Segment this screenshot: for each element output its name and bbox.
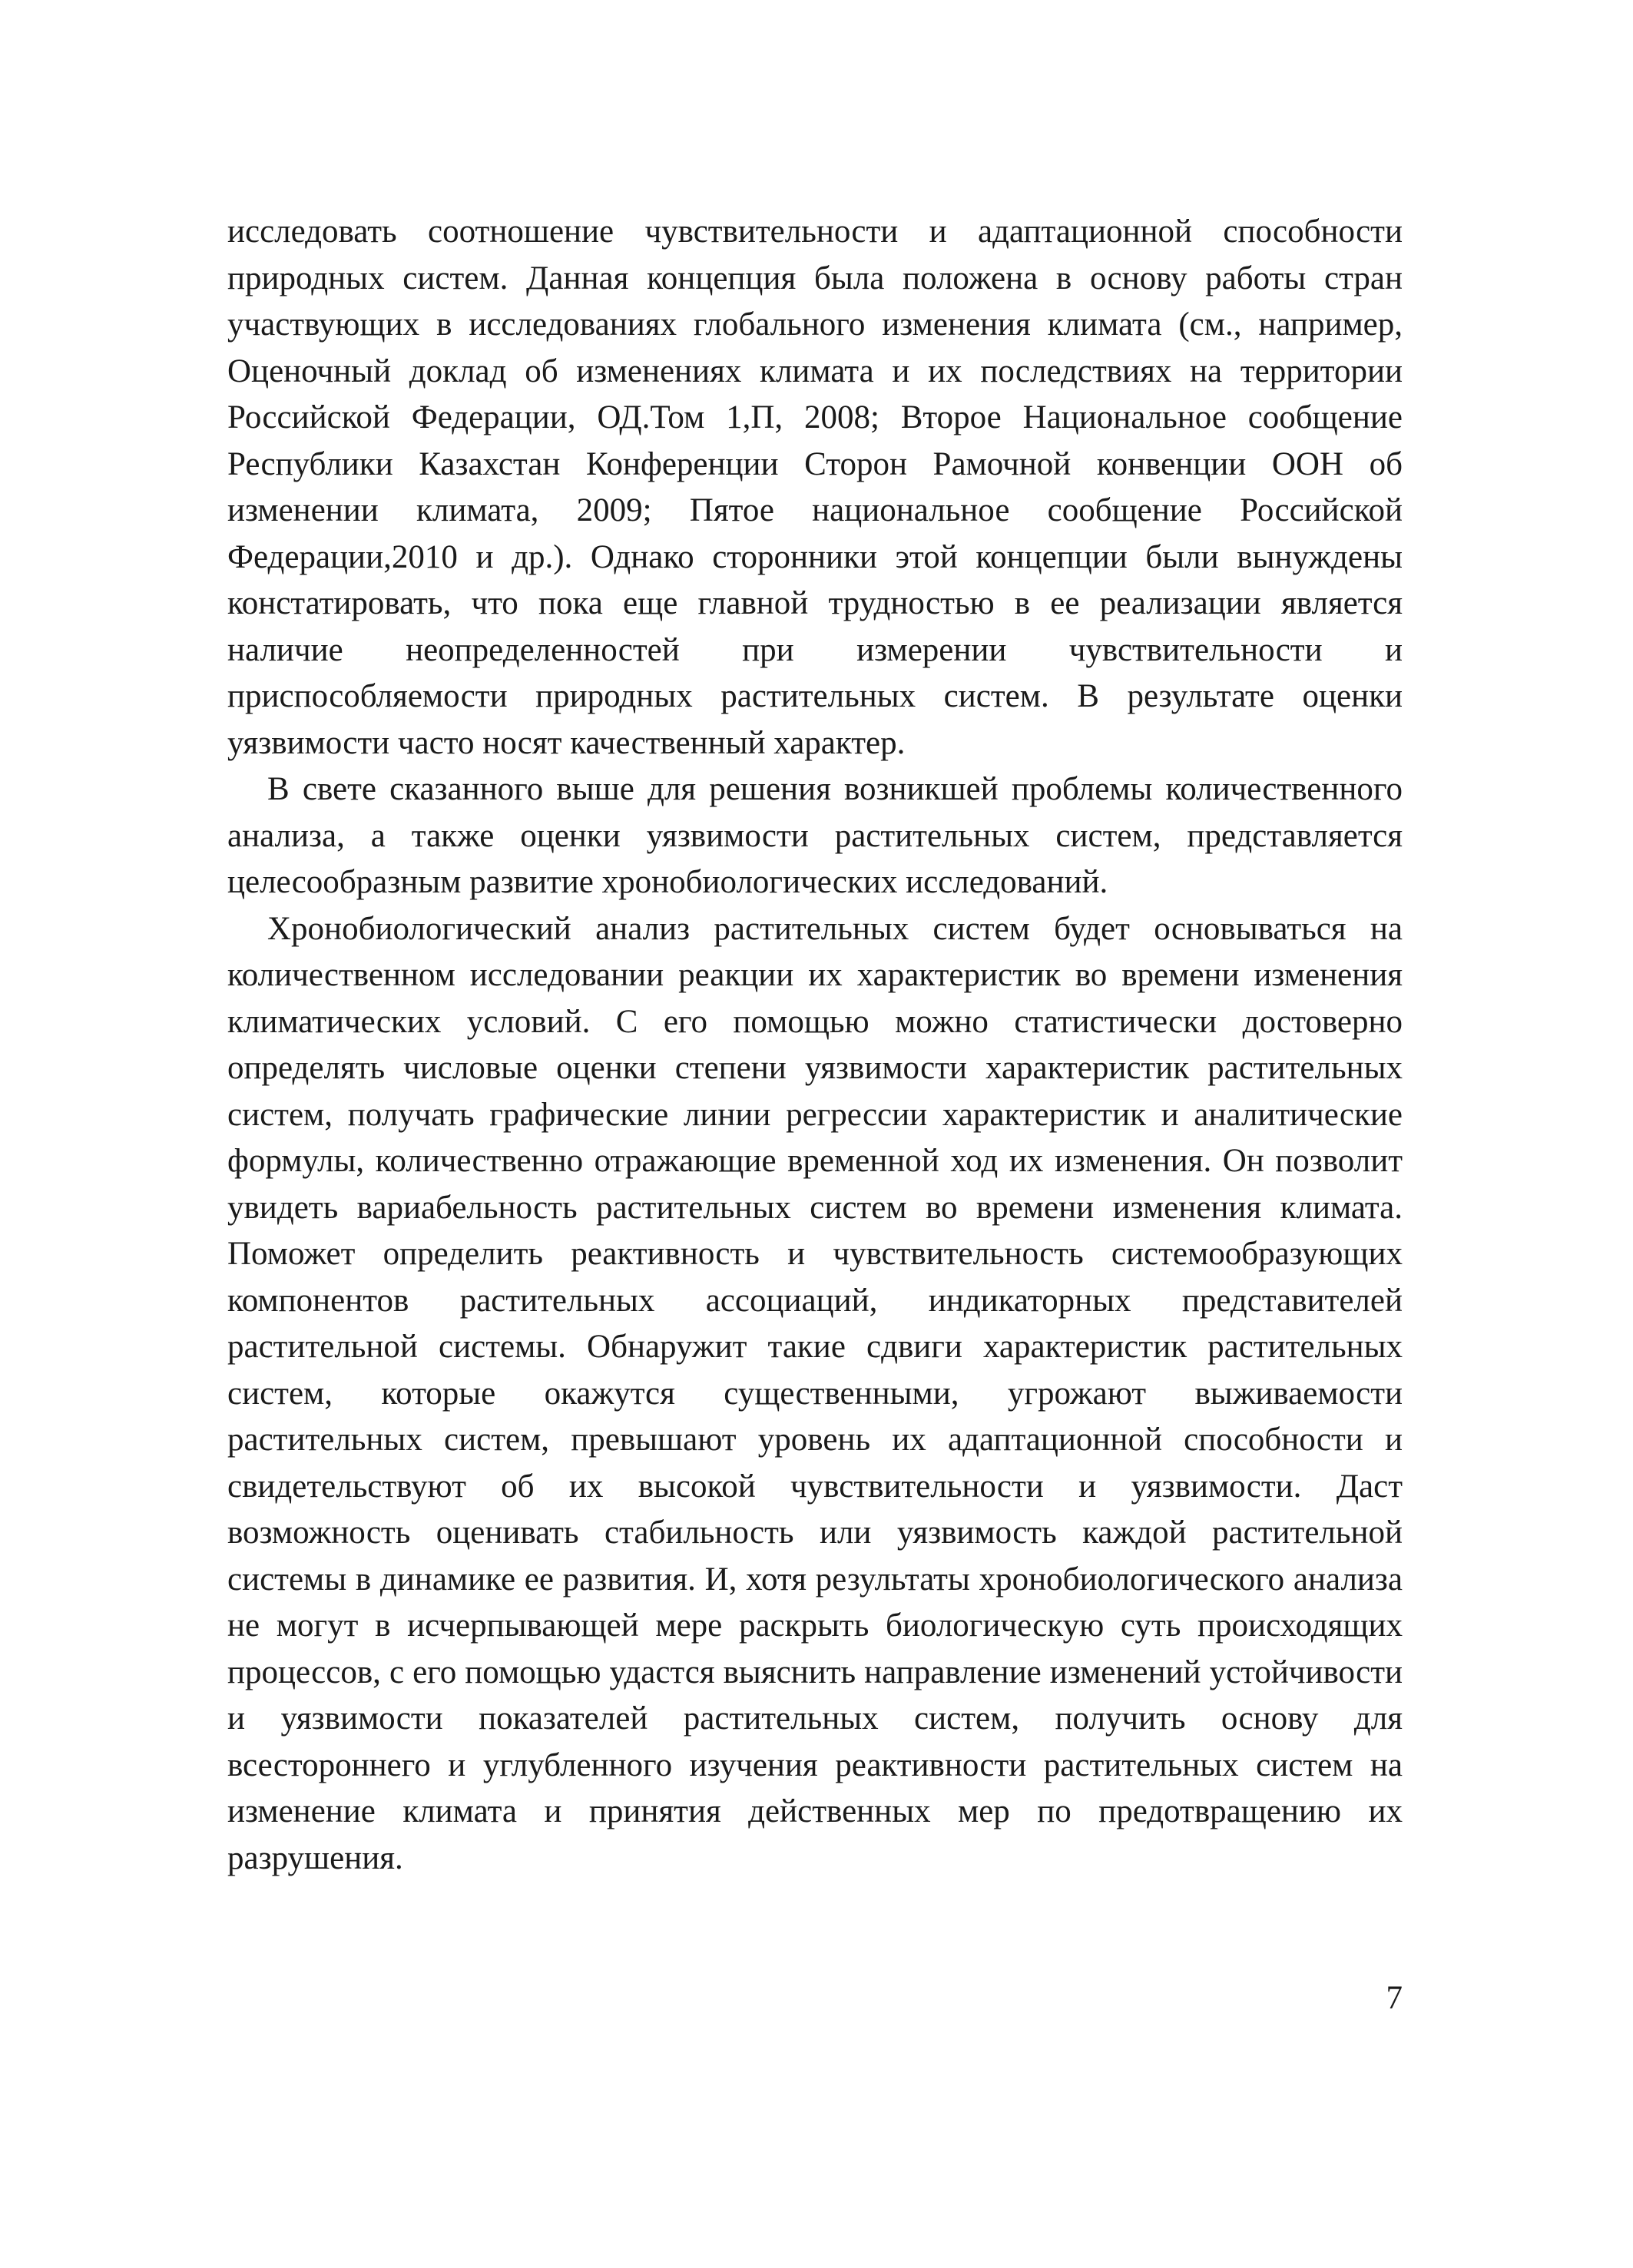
body-text: [227, 209, 1403, 1882]
paragraph: Хронобиологический анализ растительных систем будет основываться на количественном исследовании реакции их характеристик во времени изменения климатических условий. С его помощью можно статистически достоверно определять числовые оценки степени уязвимости характеристик растительных систем, получать графические линии регрессии характеристик и аналитические формулы, количественно отражающие временной ход их изменения. Он позволит увидеть вариабельность растительных систем во времени изменения климата. Поможет определить реактивность и чувствительность системообразующих компонентов растительных ассоциаций, индикаторных представителей растительной системы. Обнаружит такие сдвиги характеристик растительных систем, которые окажутся существенными, угрожают выживаемости растительных систем, превышают уровень их адаптационной способности и свидетельствуют об их высокой чувствительности и уязвимости. Даст возможность оценивать стабильность или уязвимость каждой растительной системы в динамике ее развития. И, хотя результаты хронобиологического анализа не могут в исчерпывающей мере раскрыть биологическую суть происходящих процессов, с его помощью удастся выяснить направление изменений устойчивости и уязвимости показателей растительных систем, получить основу для всестороннего и углубленного изучения реактивности растительных систем на изменение климата и принятия действенных мер по предотвращению их разрушения.: [227, 910, 1403, 1876]
paragraph-continued: исследовать соотношение чувствительности и адаптационной способности природных систем. Данная концепция была положена в основу работы стран участвующих в исследованиях глобального изменения климата (см., например, Оценочный доклад об изменениях климата и их последствиях на территории Российской Федерации, ОД.Том 1,П, 2008; Второе Национальное сообщение Республики Казахстан Конференции Сторон Рамочной конвенции ООН об изменении климата, 2009; Пятое национальное сообщение Российской Федерации,2010 и др.). Однако сторонники этой концепции были вынуждены констатировать, что пока еще главной трудностью в ее реализации является наличие неопределенностей при измерении чувствительности и приспособляемости природных растительных систем. В результате оценки уязвимости часто носят качественный характер.: [227, 214, 1403, 761]
page-number: 7: [1386, 1980, 1403, 2016]
paragraph: В свете сказанного выше для решения возникшей проблемы количественного анализа, а также оценки уязвимости растительных систем, представляется целесообразным развитие хронобиологических исследований.: [227, 771, 1403, 900]
